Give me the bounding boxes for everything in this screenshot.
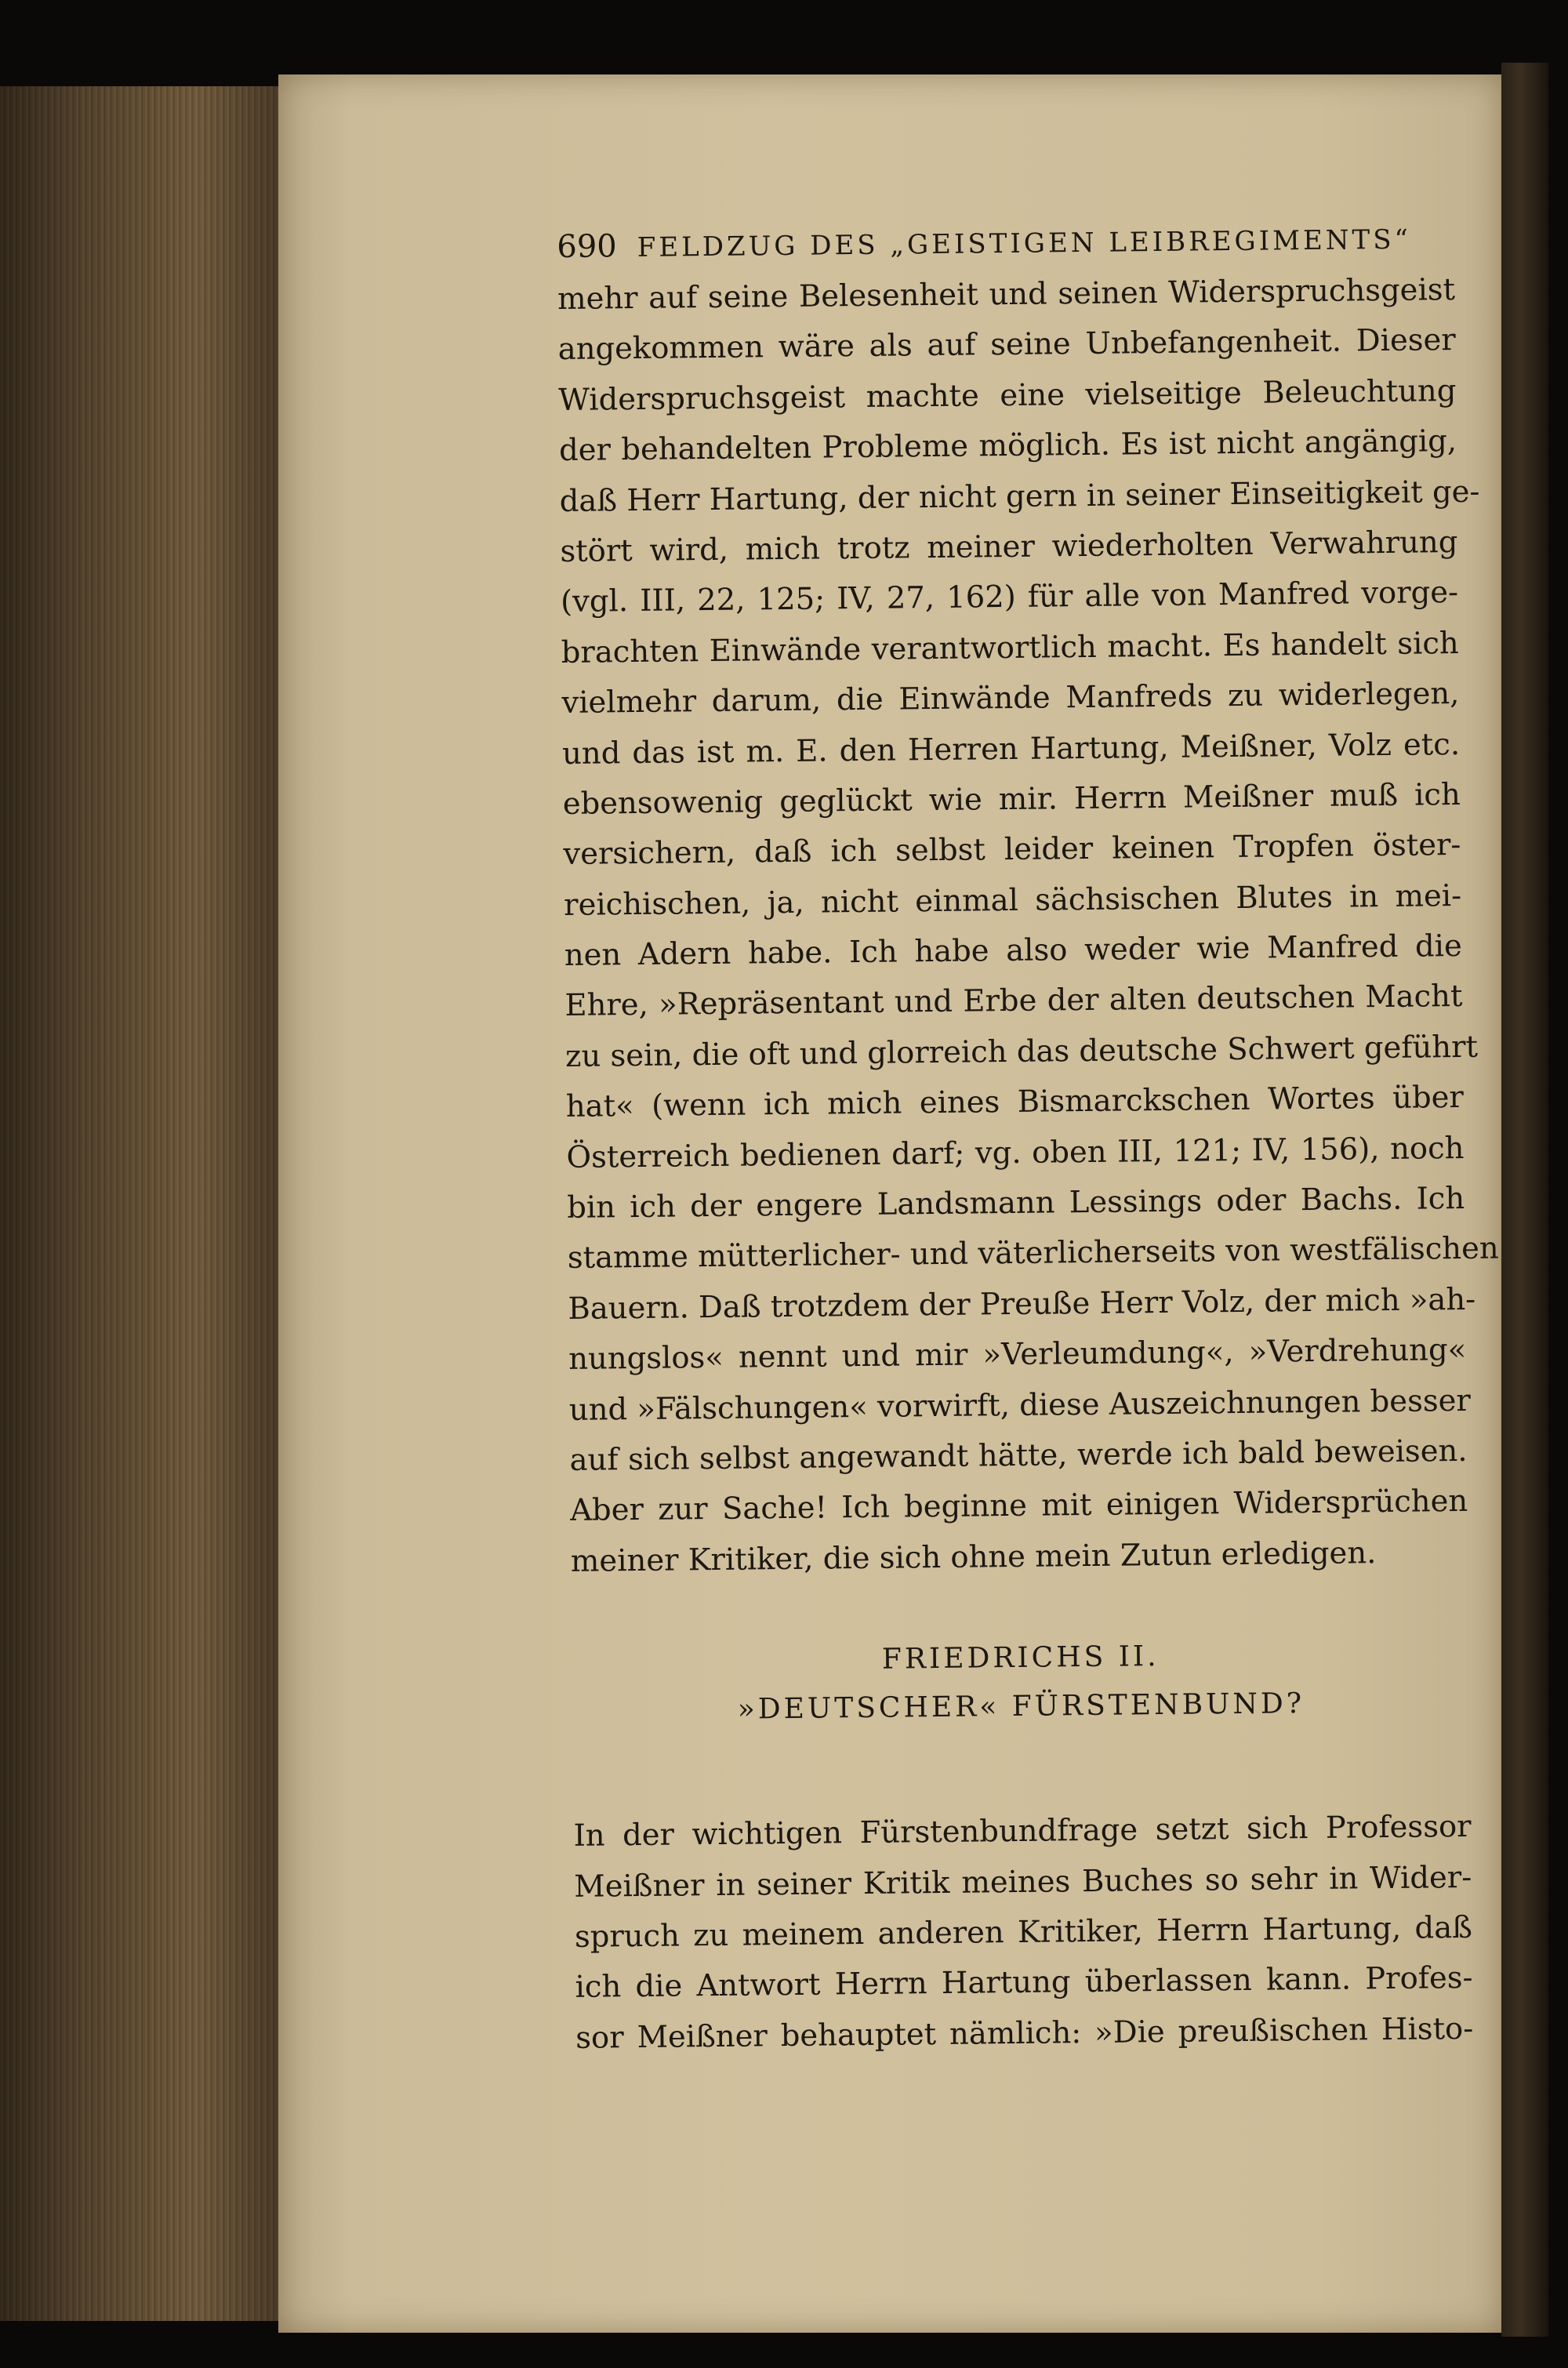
text-line: brachten Einwände verantwortlich macht. Es handelt sich xyxy=(561,625,1459,670)
text-line: reichischen, ja, nicht einmal sächsischen Blutes in mei- xyxy=(563,877,1462,923)
text-line: stamme mütterlicher- und väterlicherseits von westfälischen xyxy=(567,1230,1499,1277)
text-line: Österreich bedienen darf; vg. oben III, 121; IV, 156), noch xyxy=(566,1130,1465,1175)
paragraph-2 xyxy=(573,1802,1473,2064)
text-line: meiner Kritiker, die sich ohne mein Zutun erledigen. xyxy=(570,1534,1377,1579)
text-line: bin ich der engere Landsmann Lessings oder Bachs. Ich xyxy=(566,1180,1465,1226)
text-line: vielmehr darum, die Einwände Manfreds zu widerlegen, xyxy=(561,676,1460,721)
text-line: spruch zu meinem anderen Kritiker, Herrn Hartung, daß xyxy=(574,1909,1473,1955)
book-edge-shadow xyxy=(0,86,282,2321)
text-line: der behandelten Probleme möglich. Es ist nicht angängig, xyxy=(558,423,1457,469)
text-line: sor Meißner behauptet nämlich: »Die preußischen Histo- xyxy=(575,2010,1474,2056)
text-line: (vgl. III, 22, 125; IV, 27, 162) für alle von Manfred vorge- xyxy=(560,575,1459,620)
section-heading-line-1: FRIEDRICHS II. xyxy=(881,1640,1160,1676)
text-line: Ehre, »Repräsentant und Erbe der alten deutschen Macht xyxy=(564,979,1463,1024)
text-line: stört wird, mich trotz meiner wiederholten Verwahrung xyxy=(560,524,1458,569)
text-line: ebensowenig geglückt wie mir. Herrn Meißner muß ich xyxy=(562,776,1461,822)
text-line: hat« (wenn ich mich eines Bismarckschen Wortes über xyxy=(565,1080,1465,1125)
paragraph-1 xyxy=(557,265,1499,1587)
text-line: Meißner in seiner Kritik meines Buches so sehr in Wider- xyxy=(574,1859,1472,1905)
text-line: angekommen wäre als auf seine Unbefangenheit. Dieser xyxy=(557,322,1456,368)
running-head xyxy=(557,210,1455,274)
text-line: Widerspruchsgeist machte eine vielseitige Beleuchtung xyxy=(558,372,1457,418)
text-line: nen Adern habe. Ich habe also weder wie Manfred die xyxy=(564,928,1463,974)
section-heading-line-2: »DEUTSCHER« FÜRSTENBUND? xyxy=(737,1687,1305,1726)
text-line: ich die Antwort Herrn Hartung überlassen kann. Profes- xyxy=(575,1960,1473,2006)
text-line: mehr auf seine Belesenheit und seinen Widerspruchsgeist xyxy=(557,272,1456,317)
text-line: daß Herr Hartung, der nicht gern in seiner Einseitigkeit ge- xyxy=(559,474,1480,519)
text-line: auf sich selbst angewandt hätte, werde ich bald beweisen. xyxy=(569,1433,1468,1478)
text-line: Aber zur Sache! Ich beginne mit einigen Widersprüchen xyxy=(570,1484,1468,1529)
text-line: In der wichtigen Fürstenbundfrage setzt sich Professor xyxy=(573,1809,1472,1854)
page-number: 690 xyxy=(557,228,617,265)
text-line: nungslos« nennt und mir »Verleumdung«, »Verdrehung« xyxy=(568,1332,1467,1378)
running-title: FELDZUG DES „GEISTIGEN LEIBREGIMENTS“ xyxy=(637,223,1412,263)
text-line: versichern, daß ich selbst leider keinen Tropfen öster- xyxy=(563,827,1461,873)
text-line: zu sein, die oft und glorreich das deutsche Schwert geführt xyxy=(564,1029,1479,1074)
text-line: Bauern. Daß trotzdem der Preuße Herr Volz, der mich »ah- xyxy=(568,1281,1476,1327)
section-heading xyxy=(572,1629,1470,1736)
text-line: und das ist m. E. den Herren Hartung, Meißner, Volz etc. xyxy=(561,726,1461,772)
page-text-block xyxy=(557,210,1499,2064)
text-line: und »Fälschungen« vorwirft, diese Auszeichnungen besser xyxy=(568,1382,1472,1428)
book-cover-edge xyxy=(1501,63,1548,2337)
